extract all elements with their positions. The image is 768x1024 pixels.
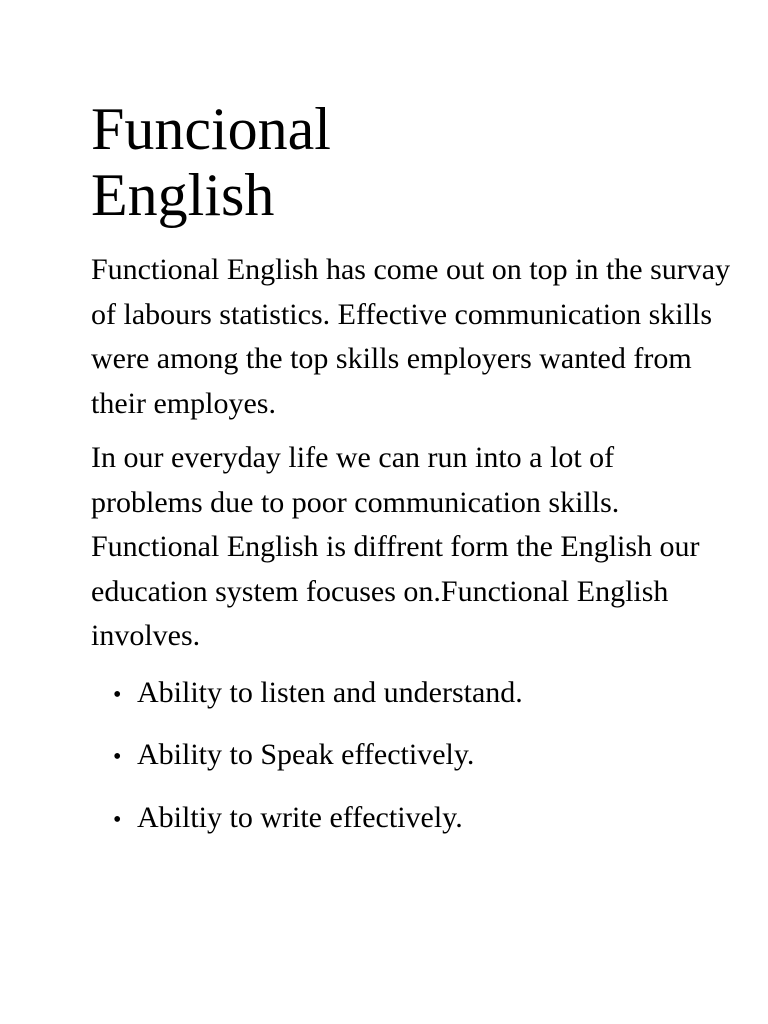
title-line-2: English — [91, 162, 275, 228]
bullet-item-speak — [91, 733, 731, 780]
bullet-item-write — [91, 796, 731, 843]
bullet-icon: • — [113, 744, 122, 770]
document-page — [91, 96, 731, 858]
bullet-text: Abiltiy to write effectively. — [137, 800, 463, 834]
bullet-text: Ability to listen and understand. — [137, 675, 523, 709]
page-title — [91, 96, 731, 228]
bullet-item-listen — [91, 671, 731, 718]
bullet-icon: • — [113, 806, 122, 833]
bullet-text: Ability to Speak effectively. — [137, 738, 475, 771]
bullet-list — [91, 671, 731, 843]
paragraph-1: Functional English has come out on top in the survay of labours statistics. Effective communication skills were among the top skills employers wanted from their employes. — [91, 253, 731, 420]
paragraph-2: In our everyday life we can run into a lot of problems due to poor communication skills. Functional English is diffrent form the English our education system focuses on.Functional English involves. — [91, 441, 700, 652]
bullet-icon: • — [113, 681, 122, 708]
title-line-1: Funcional — [91, 96, 331, 162]
